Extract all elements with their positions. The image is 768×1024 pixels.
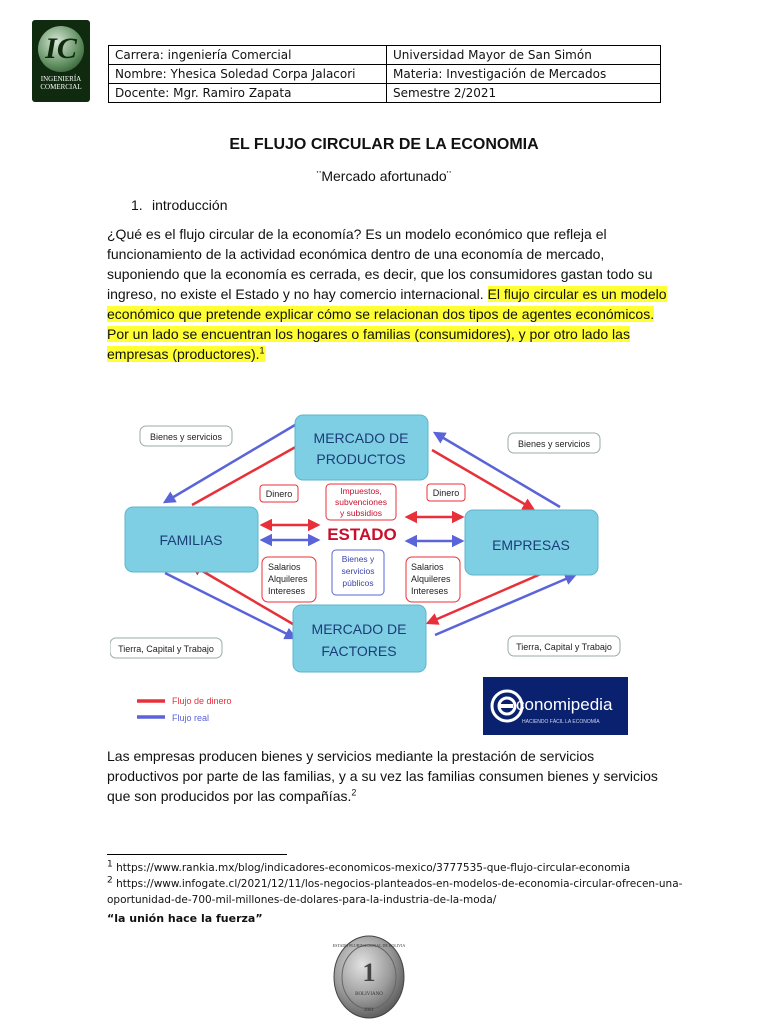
svg-text:Bienes y servicios: Bienes y servicios bbox=[149, 432, 223, 442]
svg-text:Dinero: Dinero bbox=[265, 489, 293, 499]
footnote: $^1$ https://www.rankia.mx/blog/indicadores-economicos-mexico/3777535-que-flujo-circular-economia bbox=[107, 859, 631, 874]
brand-tagline: HACIENDO FÁCIL LA ECONOMÍA bbox=[522, 719, 600, 725]
svg-text:FACTORES: FACTORES bbox=[321, 643, 397, 659]
svg-text:EMPRESAS: EMPRESAS bbox=[492, 537, 570, 553]
svg-text:Bienes y: Bienes y bbox=[341, 554, 375, 564]
svg-text:Bienes y servicios: Bienes y servicios bbox=[517, 439, 591, 449]
economipedia-logo bbox=[483, 677, 628, 735]
career-cell: Carrera: ingeniería Comercial bbox=[109, 46, 387, 65]
svg-text:Impuestos,: Impuestos, bbox=[340, 486, 382, 496]
svg-text:y subsidios: y subsidios bbox=[339, 508, 383, 518]
header-row bbox=[109, 65, 661, 84]
label-salarios-left bbox=[262, 557, 316, 602]
teacher-cell: Docente: Mgr. Ramiro Zapata bbox=[109, 84, 387, 103]
label-bienes-left bbox=[140, 426, 232, 446]
footnote-ref: 2 bbox=[351, 787, 357, 798]
node-estado: ESTADO bbox=[327, 525, 397, 544]
label-tierra-left bbox=[110, 638, 222, 658]
second-paragraph-text: Las empresas producen bienes y servicios mediante la prestación de servicios productivos por parte de las familias, y a su vez las familias consumen bienes y servicios que son producidos por las compañías. bbox=[107, 748, 658, 804]
label-bienes-publicos bbox=[332, 550, 384, 595]
footnote-separator bbox=[107, 854, 287, 855]
footnote-link[interactable]: https://www.infogate.cl/2021/12/11/los-negocios-planteados-en-modelos-de-economia-circular-ofrecen-una-oportunidad-de-700-mil-millones-de-dolares-para-la-industria-de-la-moda/ bbox=[107, 878, 683, 906]
subject-cell: Materia: Investigación de Mercados bbox=[387, 65, 661, 84]
legend-money-label: Flujo de dinero bbox=[172, 696, 232, 706]
svg-text:subvenciones: subvenciones bbox=[335, 497, 387, 507]
name-cell: Nombre: Yhesica Soledad Corpa Jalacori bbox=[109, 65, 387, 84]
highlighted-text: El flujo circular es un modelo económico que pretende explicar cómo se relacionan dos tipos de agentes económicos. Por un lado se encuentran los hogares o familias (consumidores), y por otro lado las empresas (productores).$^1$ bbox=[107, 286, 667, 362]
svg-text:Dinero: Dinero bbox=[432, 488, 460, 498]
intro-text: ¿Qué es el flujo circular de la economía? Es un modelo económico que refleja el funcionamiento de la actividad económica dentro de una economía de mercado, suponiendo que la economía es cerrada, es decir, que los consumidores gastan todo su ingreso, no existe el Estado y no hay comercio internacional. bbox=[107, 226, 653, 302]
brand-name: conomipedia bbox=[516, 695, 613, 714]
node-empresas bbox=[465, 510, 598, 575]
logo-text: INGENIERÍA COMERCIAL bbox=[40, 75, 82, 91]
svg-text:servicios: servicios bbox=[341, 566, 375, 576]
node-mercado-productos bbox=[295, 415, 428, 480]
section-number: 1. bbox=[131, 197, 143, 213]
svg-text:Tierra, Capital y Trabajo: Tierra, Capital y Trabajo bbox=[118, 644, 214, 654]
document-title: EL FLUJO CIRCULAR DE LA ECONOMIA bbox=[229, 136, 539, 153]
footnote: $^2$ https://www.infogate.cl/2021/12/11/los-negocios-planteados-en-modelos-de-economia-circular-ofrecen-una-oportunidad-de-700-mil-millones-de-dolares-para-la-industria-de-la-moda/ bbox=[107, 875, 683, 906]
label-impuestos bbox=[326, 484, 396, 520]
footnote-ref: 1 bbox=[259, 345, 265, 356]
coin-word: BOLIVIANO bbox=[355, 992, 383, 997]
svg-text:Alquileres: Alquileres bbox=[268, 574, 308, 584]
label-salarios-right bbox=[406, 557, 460, 602]
header-table bbox=[108, 45, 661, 103]
svg-text:Intereses: Intereses bbox=[268, 586, 306, 596]
legend bbox=[137, 696, 232, 723]
coin-year: 2001 bbox=[364, 1008, 374, 1013]
coin-image bbox=[333, 935, 405, 1019]
motto: “la unión hace la fuerza” bbox=[107, 912, 263, 925]
university-cell: Universidad Mayor de San Simón bbox=[387, 46, 661, 65]
header-row bbox=[109, 46, 661, 65]
svg-text:Intereses: Intereses bbox=[411, 586, 449, 596]
svg-text:Salarios: Salarios bbox=[268, 562, 301, 572]
svg-text:Salarios: Salarios bbox=[411, 562, 444, 572]
label-bienes-right bbox=[508, 433, 600, 453]
legend-real-label: Flujo real bbox=[172, 713, 210, 723]
svg-text:Alquileres: Alquileres bbox=[411, 574, 451, 584]
svg-text:FAMILIAS: FAMILIAS bbox=[159, 532, 223, 548]
label-dinero-right bbox=[427, 484, 465, 501]
intro-paragraph bbox=[107, 224, 667, 364]
svg-text:MERCADO DE: MERCADO DE bbox=[311, 621, 407, 637]
svg-text:Tierra, Capital y Trabajo: Tierra, Capital y Trabajo bbox=[516, 642, 612, 652]
svg-text:públicos: públicos bbox=[342, 578, 374, 588]
semester-cell: Semestre 2/2021 bbox=[387, 84, 661, 103]
node-mercado-factores bbox=[293, 605, 426, 672]
svg-text:PRODUCTOS: PRODUCTOS bbox=[316, 451, 406, 467]
section-label: introducción bbox=[152, 197, 228, 213]
coin-value: 1 bbox=[362, 958, 376, 987]
coin-rim: ESTADO PLURINACIONAL DE BOLIVIA bbox=[333, 943, 405, 948]
section-heading bbox=[131, 197, 228, 213]
logo-monogram: IC bbox=[38, 26, 84, 72]
header-row bbox=[109, 84, 661, 103]
faculty-logo bbox=[32, 20, 90, 102]
footnote-link[interactable]: https://www.rankia.mx/blog/indicadores-economicos-mexico/3777535-que-flujo-circular-economia bbox=[116, 862, 631, 874]
label-dinero-left bbox=[260, 485, 298, 502]
node-familias bbox=[125, 507, 258, 572]
circular-flow-diagram bbox=[110, 395, 630, 745]
document-subtitle: ¨Mercado afortunado¨ bbox=[316, 168, 452, 184]
svg-text:MERCADO DE: MERCADO DE bbox=[313, 430, 409, 446]
second-paragraph bbox=[107, 746, 667, 806]
label-tierra-right bbox=[508, 636, 620, 656]
